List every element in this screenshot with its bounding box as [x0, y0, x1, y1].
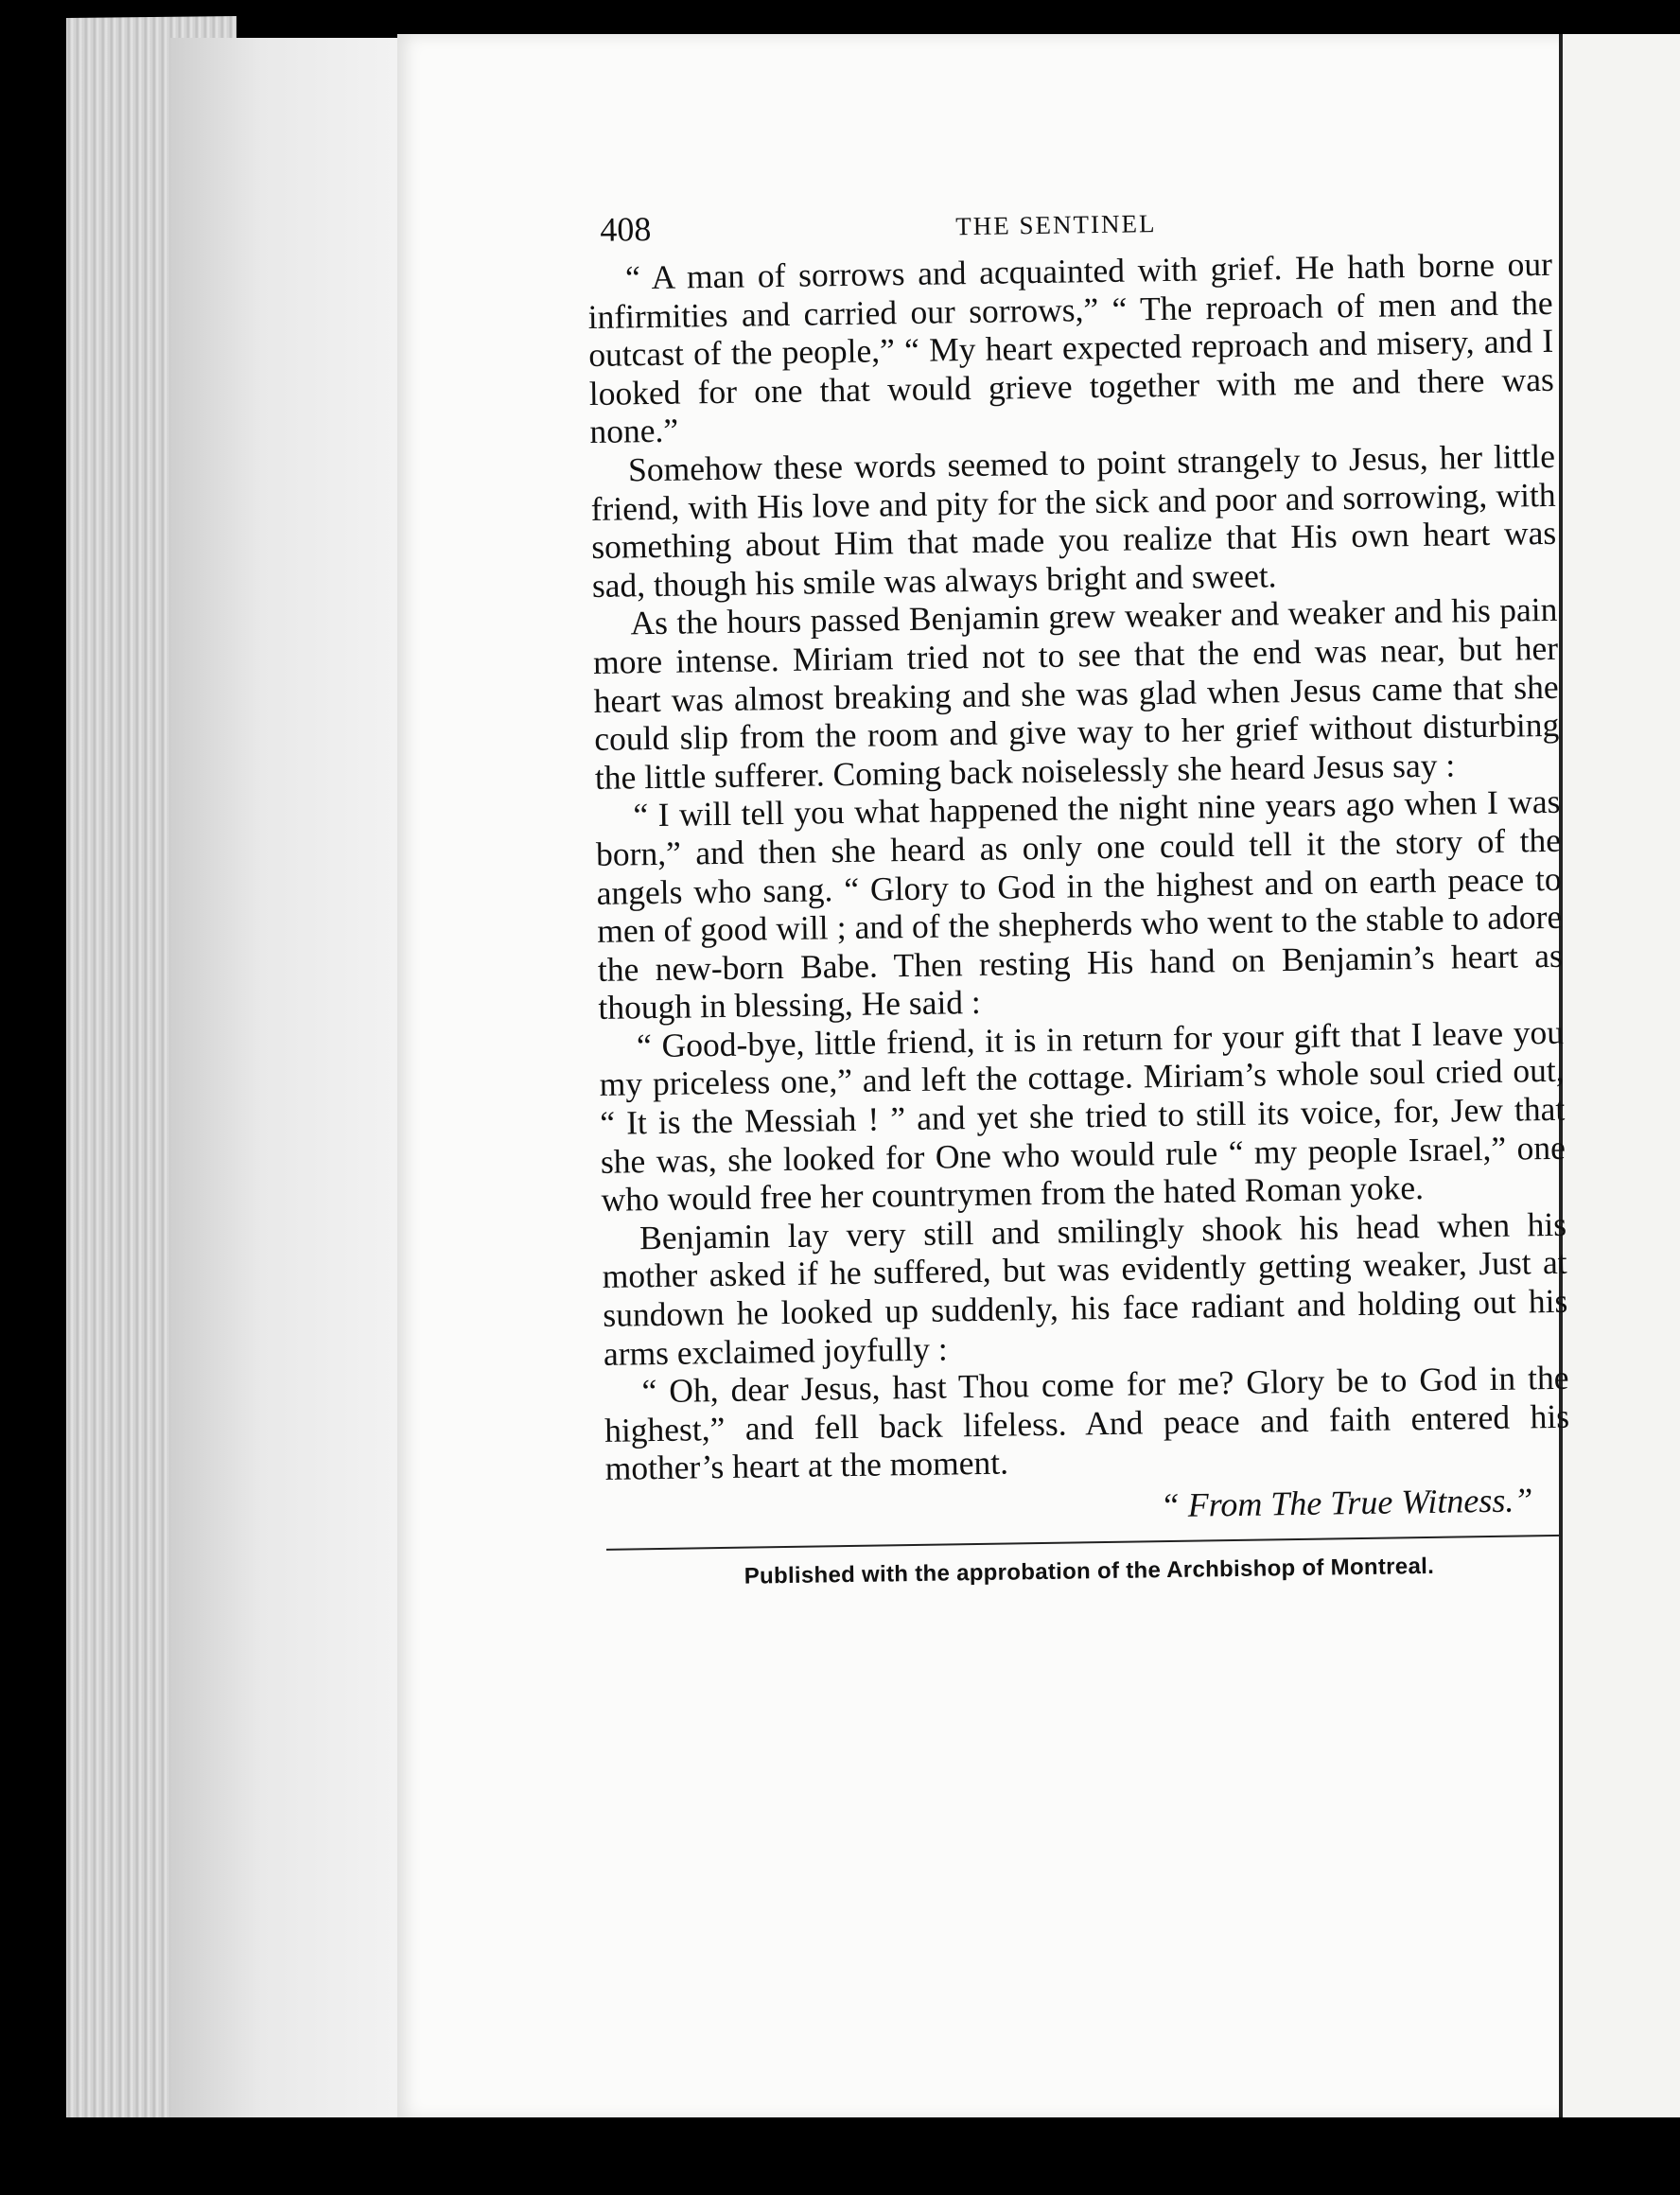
page-content	[586, 196, 1572, 1592]
article-body	[587, 245, 1570, 1488]
facing-page-margin	[1561, 34, 1680, 2120]
source-attribution: “ From The True Witness.”	[1160, 1481, 1533, 1525]
paragraph: As the hours passed Benjamin grew weaker and weaker and his pain more intense. Miriam tried not to see that the end was near, but her heart was almost breaking and she was glad when Jesus came that she could slip from the room and give way to her grief without disturbing the little sufferer. Coming back noiselessly she heard Jesus say :	[592, 590, 1560, 797]
paragraph: “ Oh, dear Jesus, hast Thou come for me? Glory be to God in the highest,” and fell back lifeless. And peace and faith entered his mother’s heart at the moment.	[604, 1358, 1570, 1488]
paragraph: “ A man of sorrows and acquainted with grief. He hath borne our infirmities and carried our sorrows,” “ The reproach of men and the outcast of the people,” “ My heart expected reproach and misery, and I looked for one that would grieve together with me and there was none.”	[587, 244, 1555, 451]
running-title: THE SENTINEL	[955, 209, 1157, 241]
book-page-edges-inner	[170, 38, 397, 2129]
paragraph: “ I will tell you what happened the night nine years ago when I was born,” and then she heard as only one could tell it the story of the angels who sang. “ Glory to God in the highest and on earth peace to men of good will ; and of the shepherds who went to the stable to adore the new-born Babe. Then resting His hand on Benjamin’s heart as though in blessing, He said :	[595, 782, 1564, 1027]
paragraph: Somehow these words seemed to point strangely to Jesus, her little friend, with His love and pity for the sick and poor and sorrowing, with something about Him that made you realize that His own heart was sad, though his smile was always bright and sweet.	[590, 436, 1557, 605]
approbation-note: Published with the approbation of the Archbishop of Montreal.	[744, 1553, 1435, 1589]
scan-bottom-border	[0, 2117, 1680, 2195]
footer-rule	[606, 1535, 1562, 1551]
paragraph: “ Good-bye, little friend, it is in return for your gift that I leave you my priceless one,” and left the cottage. Miriam’s whole soul cried out, “ It is the Messiah ! ” and yet she tried to still its voice, for, Jew that she was, she looked for One who would rule “ my people Israel,” one who would free her countrymen from the hated Roman yoke.	[599, 1012, 1566, 1220]
paragraph: Benjamin lay very still and smilingly shook his head when his mother asked if he suffered, but was evidently getting weaker, Just at sundown he looked up suddenly, his face radiant and holding out his arms exclaimed joyfully :	[602, 1204, 1568, 1373]
page-number: 408	[600, 209, 652, 249]
